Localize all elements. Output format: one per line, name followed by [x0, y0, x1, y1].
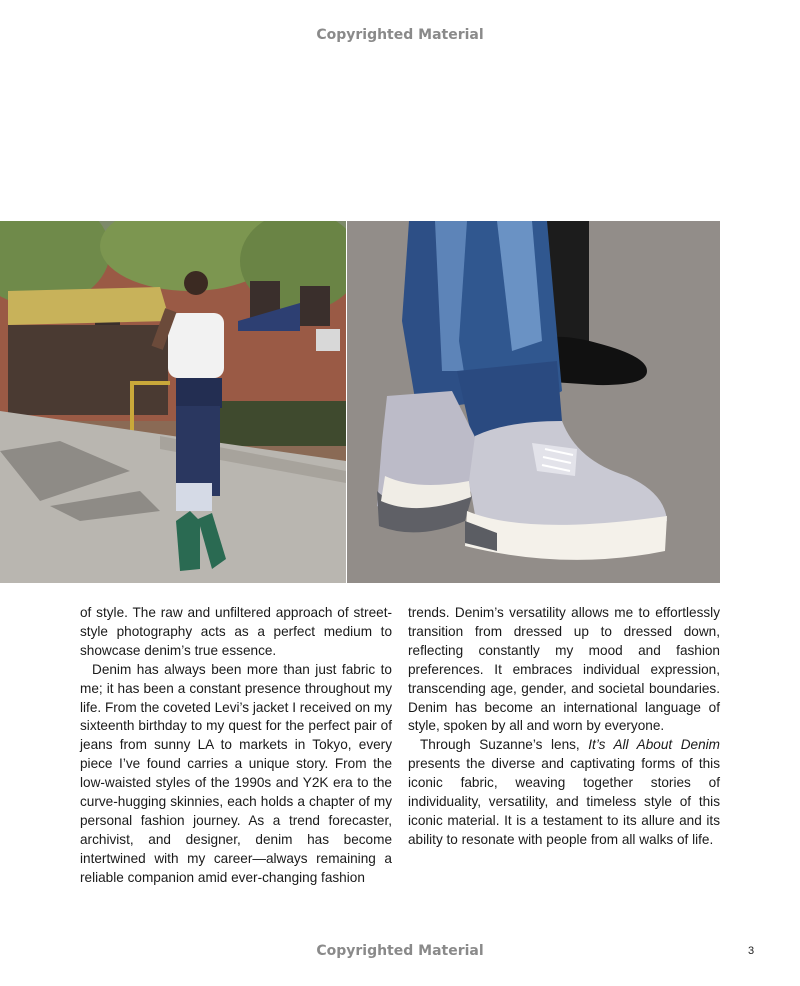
book-title: It’s All About Denim	[588, 737, 720, 753]
paragraph-1: of style. The raw and unfiltered approach of street-style photography acts as a perfect medium to showcase denim’s true essence.	[80, 605, 392, 658]
street-style-photo	[0, 221, 346, 583]
body-right-column	[408, 604, 720, 850]
paragraph-3: trends. Denim’s versatility allows me to effortlessly transition from dressed up to dressed down, reflecting constantly my mood and fashion preferences. It embraces individual expression, transcending age, gender, and societal boundaries. Denim has become an international language of style, spoken by all and worn by everyone.	[408, 605, 720, 734]
sneakers-closeup-photo	[347, 221, 720, 583]
paragraph-4	[408, 736, 720, 849]
watermark-bottom: Copyrighted Material	[316, 943, 484, 959]
watermark-top: Copyrighted Material	[316, 27, 484, 43]
page-number: 3	[748, 945, 755, 957]
body-left-column	[80, 604, 392, 888]
paragraph-2: Denim has always been more than just fabric to me; it has been a constant presence throughout my life. From the coveted Levi’s jacket I received on my sixteenth birthday to my quest for the perfect pair of jeans from sunny LA to markets in Tokyo, every piece I’ve found carries a unique story. From the low-waisted styles of the 1990s and Y2K era to the curve-hugging skinnies, each holds a chapter of my personal fashion journey. As a trend forecaster, archivist, and designer, denim has become intertwined with my career—always remaining a reliable companion amid ever-changing fashion	[80, 661, 392, 885]
paragraph-4-rest: presents the diverse and captivating forms of this iconic fabric, weaving together stories of individuality, versatility, and timeless style of this iconic material. It is a testament to its allure and its ability to resonate with people from all walks of life.	[408, 756, 720, 847]
paragraph-4-lead: Through Suzanne’s lens,	[420, 737, 589, 753]
